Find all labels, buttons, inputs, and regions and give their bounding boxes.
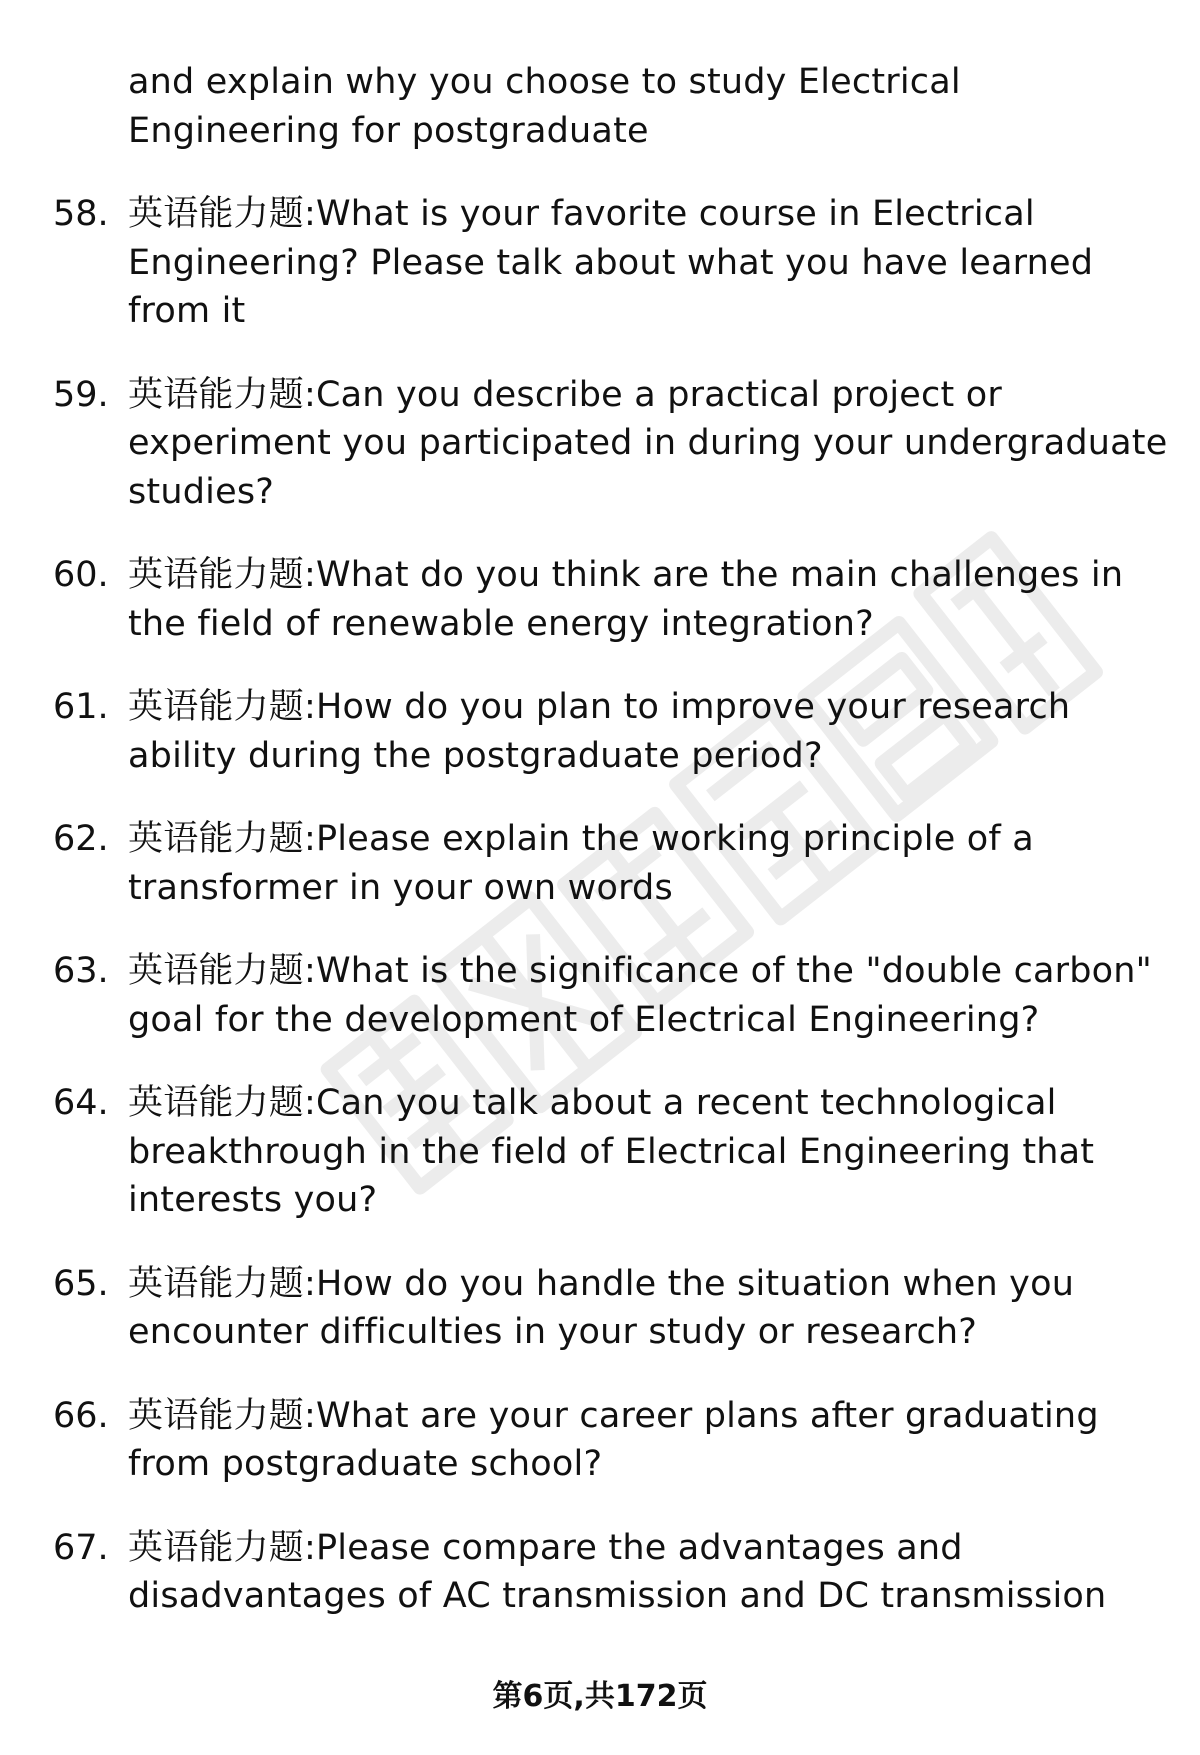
question-tag: 英语能力题: xyxy=(128,1263,316,1304)
question-text: What is your favorite course in Electrical Engineering? Please talk about what you have learned from it xyxy=(128,194,1094,331)
question-number: 67. xyxy=(53,1527,109,1568)
question-number: 59. xyxy=(53,374,109,415)
question-tag: 英语能力题: xyxy=(128,1395,316,1436)
question-item xyxy=(0,1260,1200,1357)
question-text: Please compare the advantages and disadvantages of AC transmission and DC transmission xyxy=(128,1527,1107,1616)
question-number: 61. xyxy=(53,687,109,727)
question-body xyxy=(128,551,1168,648)
question-number: 66. xyxy=(53,1395,109,1436)
question-body xyxy=(128,1524,1168,1621)
question-tag: 英语能力题: xyxy=(128,1527,316,1568)
question-item xyxy=(0,683,1200,780)
question-body xyxy=(128,683,1168,780)
question-number: 58. xyxy=(53,194,109,234)
question-item xyxy=(0,190,1200,336)
question-item xyxy=(0,1524,1200,1621)
question-body xyxy=(128,371,1168,517)
question-body xyxy=(128,1260,1168,1357)
question-text: How do you plan to improve your research ability during the postgraduate period? xyxy=(128,687,1071,776)
question-item xyxy=(0,947,1200,1044)
question-item xyxy=(0,1392,1200,1489)
question-list xyxy=(0,58,1200,1621)
question-tag: 英语能力题: xyxy=(128,374,316,415)
question-body xyxy=(128,1392,1168,1489)
question-text: What do you think are the main challenges in the field of renewable energy integration? xyxy=(128,555,1124,644)
question-number: 65. xyxy=(53,1263,109,1304)
question-item xyxy=(0,551,1200,648)
question-text: Can you talk about a recent technological breakthrough in the field of Electrical Engineering that interests you? xyxy=(128,1083,1095,1220)
page-number-footer: 第6页,共172页 xyxy=(492,1679,708,1714)
question-text: Please explain the working principle of a transformer in your own words xyxy=(128,819,1034,908)
question-text: What is the significance of the "double carbon" goal for the development of Electrical Engineering? xyxy=(128,951,1152,1040)
question-item xyxy=(0,1079,1200,1225)
question-body xyxy=(128,815,1168,912)
question-item xyxy=(0,815,1200,912)
question-number: 63. xyxy=(53,951,109,991)
question-text: Can you describe a practical project or experiment you participated in during your undergraduate studies? xyxy=(128,374,1168,512)
question-number: 60. xyxy=(53,555,109,595)
question-tag: 英语能力题: xyxy=(128,687,316,727)
question-number: 64. xyxy=(53,1083,109,1123)
question-tag: 英语能力题: xyxy=(128,1083,316,1123)
question-body xyxy=(128,190,1168,336)
question-item xyxy=(0,371,1200,517)
question-body xyxy=(128,1079,1168,1225)
question-body xyxy=(128,947,1168,1044)
question-tag: 英语能力题: xyxy=(128,194,316,234)
question-text: How do you handle the situation when you encounter difficulties in your study or research? xyxy=(128,1263,1075,1352)
question-tag: 英语能力题: xyxy=(128,819,316,859)
question-tag: 英语能力题: xyxy=(128,951,316,991)
continued-question-text: and explain why you choose to study Electrical Engineering for postgraduate xyxy=(128,62,961,151)
question-text: What are your career plans after graduating from postgraduate school? xyxy=(128,1395,1099,1484)
question-tag: 英语能力题: xyxy=(128,555,316,595)
question-number: 62. xyxy=(53,819,109,859)
